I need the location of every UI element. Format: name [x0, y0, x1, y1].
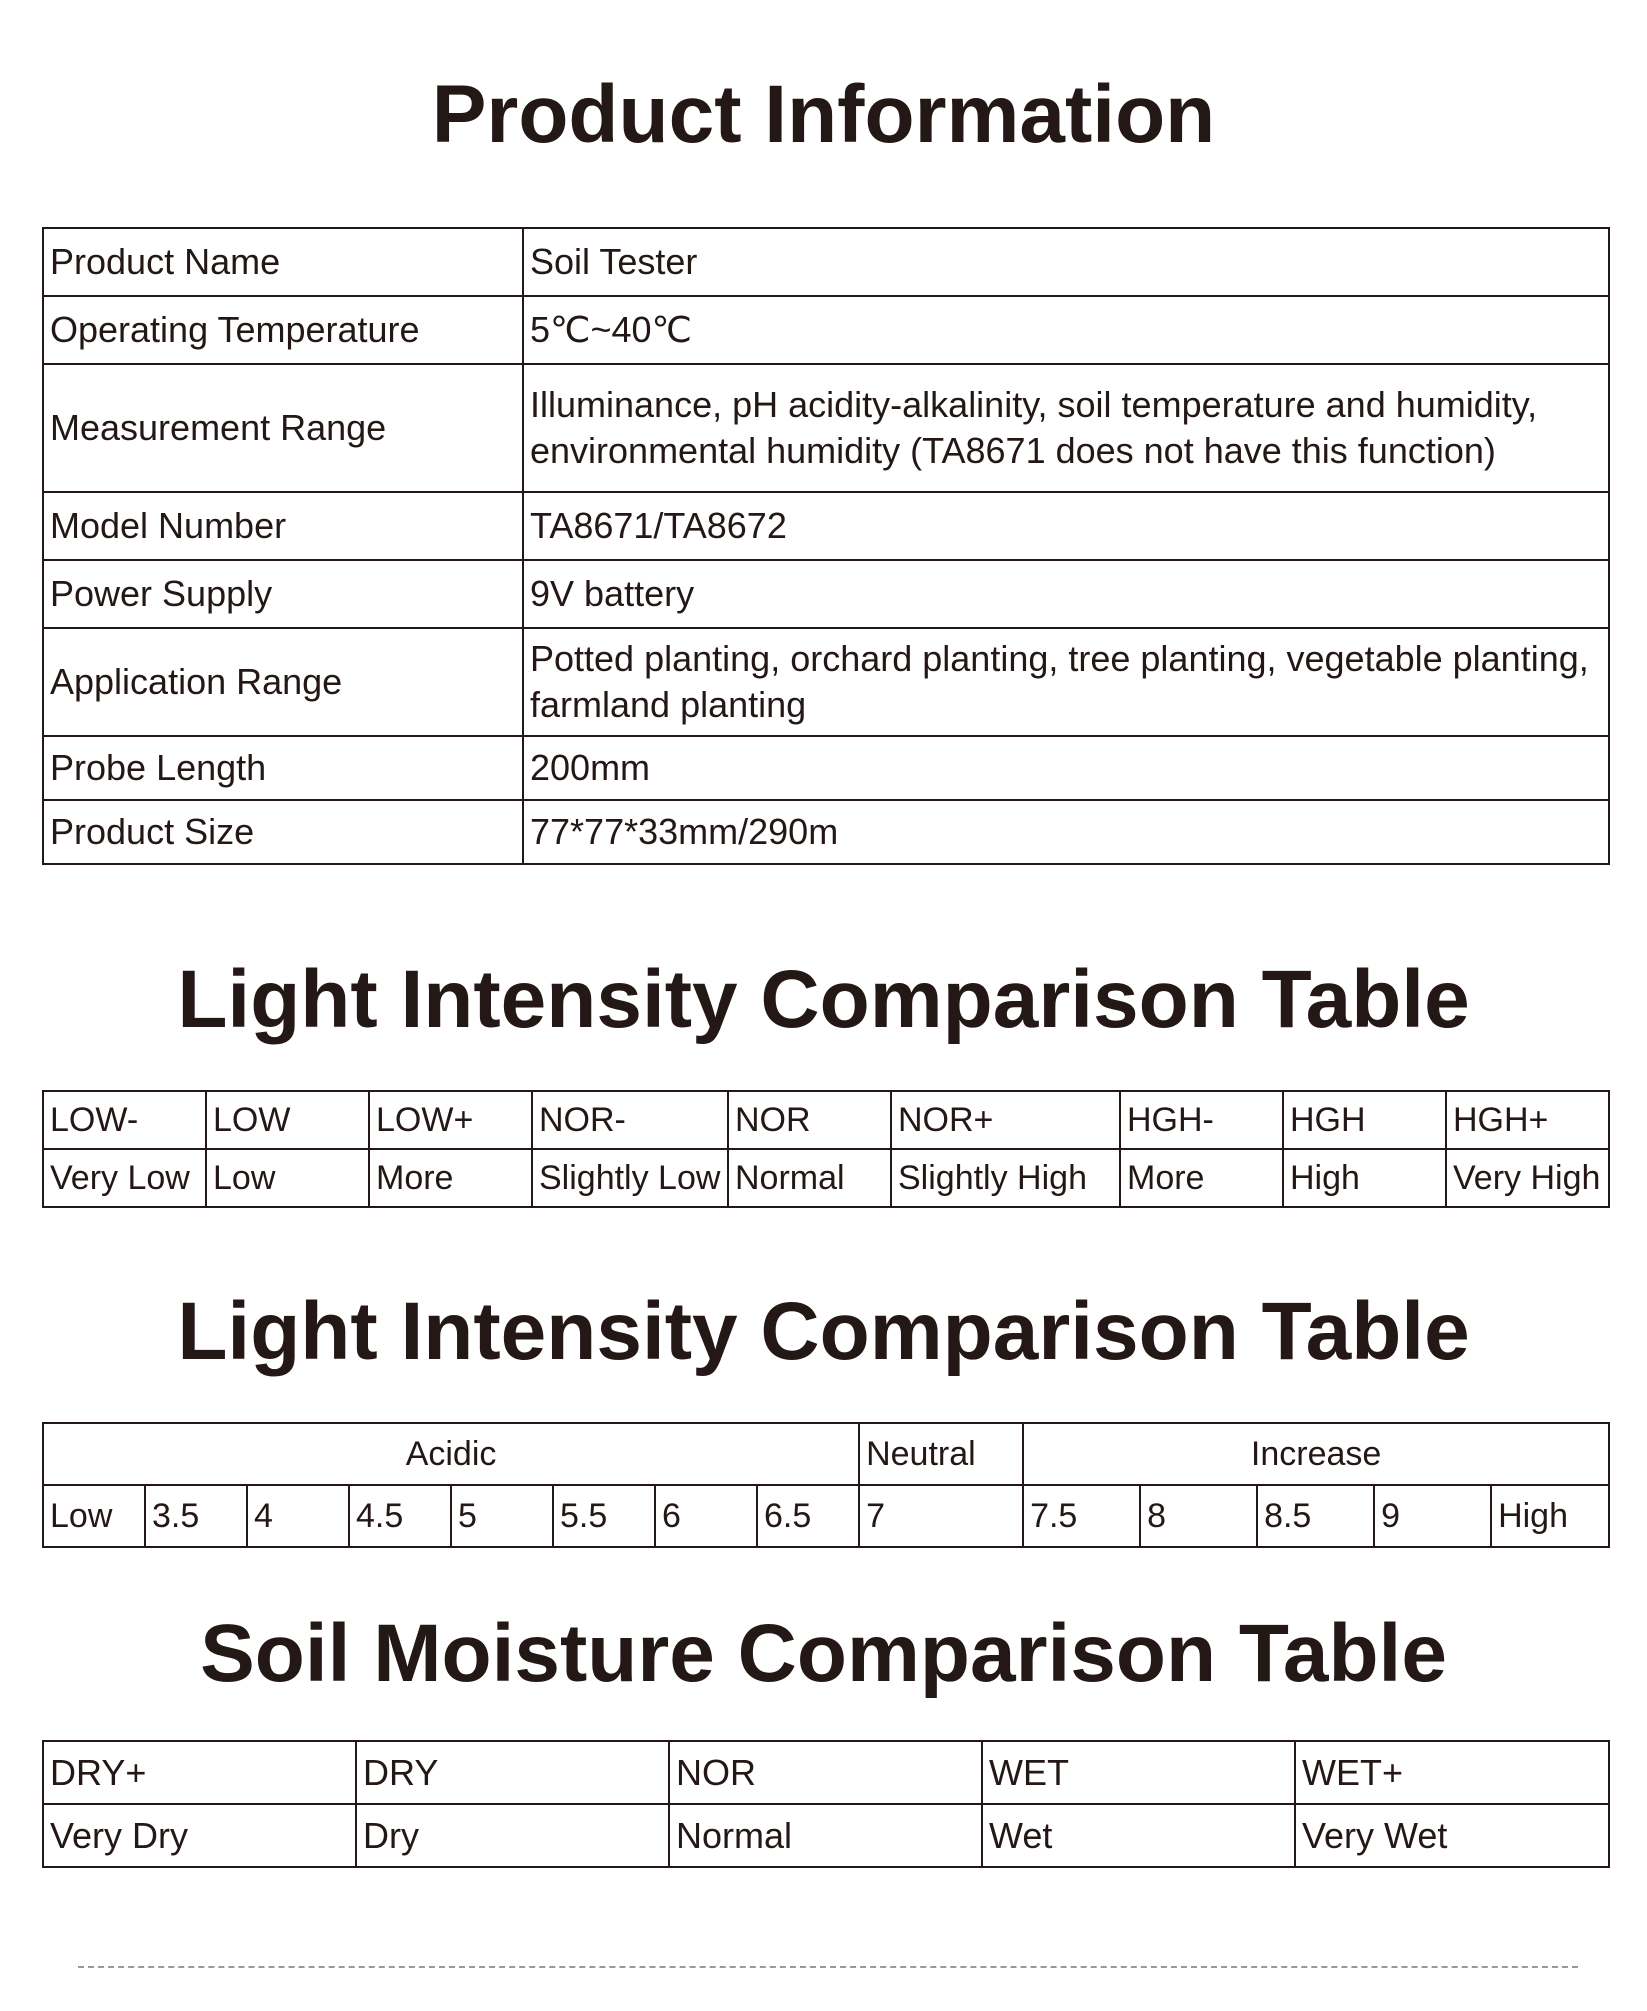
info-value-operating-temperature: 5℃~40℃	[523, 296, 1609, 364]
info-label-probe-length: Probe Length	[43, 736, 523, 800]
ph-table-title: Light Intensity Comparison Table	[177, 1286, 1470, 1377]
moisture-meaning-cell: Very Wet	[1295, 1804, 1609, 1867]
product-info-table	[42, 227, 1610, 865]
info-label-product-size: Product Size	[43, 800, 523, 864]
ph-value-cell: 5	[451, 1485, 553, 1547]
info-label-application-range: Application Range	[43, 628, 523, 736]
moisture-table-title: Soil Moisture Comparison Table	[200, 1608, 1447, 1699]
ph-value-cell: High	[1491, 1485, 1609, 1547]
info-label-product-name: Product Name	[43, 228, 523, 296]
light-meaning-cell: More	[369, 1149, 532, 1207]
table-row	[43, 492, 1609, 560]
ph-value-cell: 8	[1140, 1485, 1257, 1547]
moisture-meaning-cell: Wet	[982, 1804, 1295, 1867]
info-value-probe-length: 200mm	[523, 736, 1609, 800]
moisture-meaning-cell: Dry	[356, 1804, 669, 1867]
light-meaning-cell: Normal	[728, 1149, 891, 1207]
dashed-divider	[78, 1966, 1578, 1968]
info-value-product-name: Soil Tester	[523, 228, 1609, 296]
moisture-meaning-cell: Very Dry	[43, 1804, 356, 1867]
light-code-cell: HGH	[1283, 1091, 1446, 1149]
light-meaning-cell: Very High	[1446, 1149, 1609, 1207]
info-value-product-size: 77*77*33mm/290m	[523, 800, 1609, 864]
light-meaning-cell: Low	[206, 1149, 369, 1207]
table-row	[43, 364, 1609, 492]
ph-value-cell: 9	[1374, 1485, 1491, 1547]
ph-comparison-table	[42, 1422, 1610, 1548]
info-value-model-number: TA8671/TA8672	[523, 492, 1609, 560]
info-value-application-range: Potted planting, orchard planting, tree planting, vegetable planting, farmland planting	[523, 628, 1609, 736]
info-label-measurement-range: Measurement Range	[43, 364, 523, 492]
table-row	[43, 560, 1609, 628]
info-label-power-supply: Power Supply	[43, 560, 523, 628]
light-meaning-cell: Very Low	[43, 1149, 206, 1207]
table-row	[43, 1741, 1609, 1804]
ph-value-cell: 7	[859, 1485, 1023, 1547]
moisture-code-cell: WET+	[1295, 1741, 1609, 1804]
table-row	[43, 1804, 1609, 1867]
light-code-cell: NOR	[728, 1091, 891, 1149]
ph-value-cell: 6.5	[757, 1485, 859, 1547]
soil-moisture-table	[42, 1740, 1610, 1868]
light-code-cell: LOW+	[369, 1091, 532, 1149]
ph-group-increase: Increase	[1023, 1423, 1609, 1485]
product-info-title: Product Information	[431, 69, 1216, 160]
light-meaning-cell: More	[1120, 1149, 1283, 1207]
table-row	[43, 228, 1609, 296]
info-label-operating-temperature: Operating Temperature	[43, 296, 523, 364]
light-code-cell: NOR-	[532, 1091, 728, 1149]
moisture-meaning-cell: Normal	[669, 1804, 982, 1867]
table-row	[43, 800, 1609, 864]
light-meaning-cell: Slightly Low	[532, 1149, 728, 1207]
light-meaning-cell: High	[1283, 1149, 1446, 1207]
table-row	[43, 1091, 1609, 1149]
ph-value-cell: 3.5	[145, 1485, 247, 1547]
info-value-measurement-range: Illuminance, pH acidity-alkalinity, soil temperature and humidity, environmental humidity (TA8671 does not have this function)	[523, 364, 1609, 492]
ph-value-cell: Low	[43, 1485, 145, 1547]
table-row	[43, 736, 1609, 800]
light-code-cell: NOR+	[891, 1091, 1120, 1149]
light-meaning-cell: Slightly High	[891, 1149, 1120, 1207]
light-code-cell: LOW-	[43, 1091, 206, 1149]
ph-value-cell: 6	[655, 1485, 757, 1547]
info-value-power-supply: 9V battery	[523, 560, 1609, 628]
table-row	[43, 1149, 1609, 1207]
ph-value-cell: 8.5	[1257, 1485, 1374, 1547]
light-table-title: Light Intensity Comparison Table	[177, 954, 1470, 1045]
table-row	[43, 628, 1609, 736]
ph-value-cell: 4	[247, 1485, 349, 1547]
ph-value-cell: 4.5	[349, 1485, 451, 1547]
ph-value-cell: 7.5	[1023, 1485, 1140, 1547]
table-row	[43, 1423, 1609, 1485]
light-code-cell: LOW	[206, 1091, 369, 1149]
ph-group-neutral: Neutral	[859, 1423, 1023, 1485]
moisture-code-cell: DRY	[356, 1741, 669, 1804]
moisture-code-cell: DRY+	[43, 1741, 356, 1804]
light-code-cell: HGH+	[1446, 1091, 1609, 1149]
light-intensity-table	[42, 1090, 1610, 1208]
light-code-cell: HGH-	[1120, 1091, 1283, 1149]
info-label-model-number: Model Number	[43, 492, 523, 560]
ph-value-cell: 5.5	[553, 1485, 655, 1547]
ph-group-acidic: Acidic	[43, 1423, 859, 1485]
table-row	[43, 296, 1609, 364]
moisture-code-cell: WET	[982, 1741, 1295, 1804]
table-row	[43, 1485, 1609, 1547]
moisture-code-cell: NOR	[669, 1741, 982, 1804]
